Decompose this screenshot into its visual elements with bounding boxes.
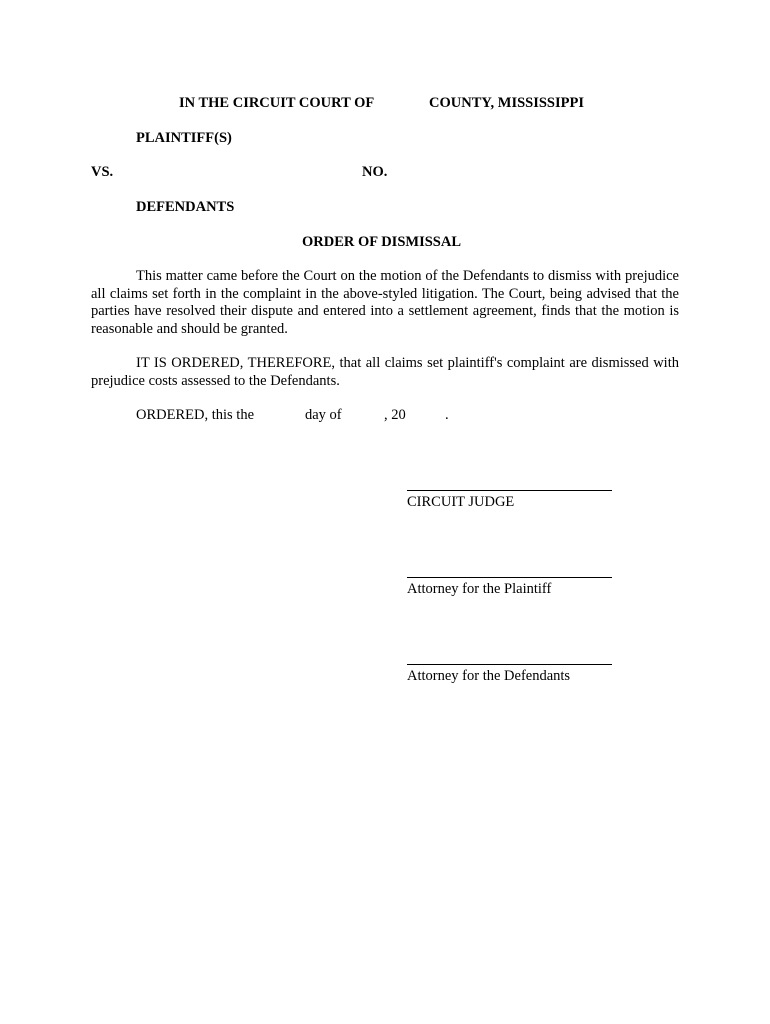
defendants-attorney-signature-line bbox=[407, 664, 612, 665]
defendants-attorney-signature-label: Attorney for the Defendants bbox=[407, 668, 571, 684]
body-paragraph-1: This matter came before the Court on the motion of the Defendants to dismiss with prejudice all claims set forth in the complaint in the above-styled litigation. The Court, being advised that the parties have resolved their dispute and entered into a settlement agreement, finds that the motion is reasonable and should be granted. bbox=[91, 268, 679, 337]
judge-signature-label: CIRCUIT JUDGE bbox=[407, 494, 515, 510]
body-paragraph-2: IT IS ORDERED, THEREFORE, that all claims set plaintiff's complaint are dismissed with prejudice costs assessed to the Defendants. bbox=[91, 355, 679, 389]
county-suffix: COUNTY, MISSISSIPPI bbox=[429, 95, 584, 111]
case-number-label: NO. bbox=[362, 164, 388, 180]
ordered-prefix: ORDERED, this the bbox=[136, 407, 255, 423]
ordered-year: , 20 bbox=[384, 407, 406, 423]
plaintiff-attorney-signature-label: Attorney for the Plaintiff bbox=[407, 581, 552, 597]
court-prefix: IN THE CIRCUIT COURT OF bbox=[179, 95, 375, 111]
versus-label: VS. bbox=[91, 164, 114, 180]
plaintiff-label: PLAINTIFF(S) bbox=[136, 130, 232, 146]
plaintiff-attorney-signature-line bbox=[407, 577, 612, 578]
defendants-label: DEFENDANTS bbox=[136, 199, 235, 215]
ordered-day-of: day of bbox=[305, 407, 342, 423]
ordered-period: . bbox=[445, 407, 449, 423]
document-title: ORDER OF DISMISSAL bbox=[302, 234, 461, 250]
judge-signature-line bbox=[407, 490, 612, 491]
